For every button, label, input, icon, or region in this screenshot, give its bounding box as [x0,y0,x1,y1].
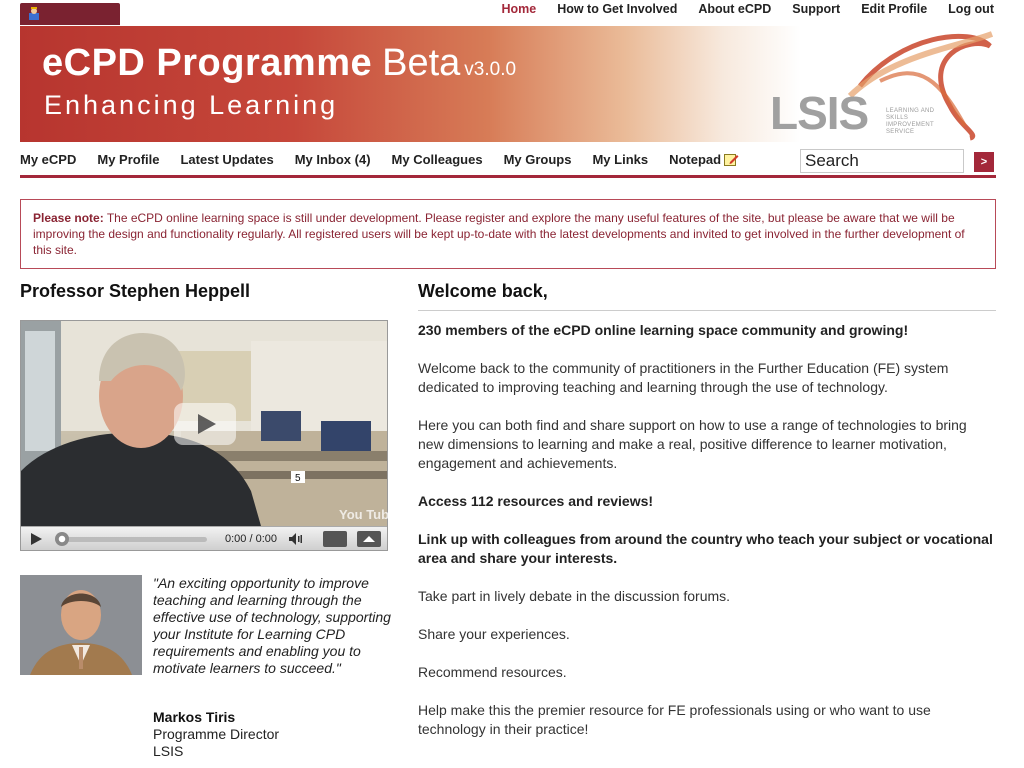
notice-label: Please note: [33,211,104,225]
search-button[interactable]: > [974,152,994,172]
testimonial-quote: "An exciting opportunity to improve teaching and learning through the effective use of technology, supporting your Institute for Learning CPD requirements and enabling you to motivate learners to succeed." [153,575,391,676]
youtube-watermark: You Tube [339,507,397,522]
welcome-divider [418,310,996,311]
video-player[interactable] [20,320,397,551]
premier-paragraph: Help make this the premier resource for FE professionals using or who want to use technology in their practice! [418,702,931,737]
nav-my-groups[interactable]: My Groups [503,152,572,167]
volume-icon[interactable] [289,533,303,545]
testimonial-role-title: Programme Director [153,726,280,742]
banner-title-bold: eCPD Programme [42,42,373,84]
testimonial-role [153,726,279,760]
video-fullscreen-button[interactable] [357,531,381,547]
video-progress-track[interactable] [57,537,207,542]
nav-my-inbox[interactable]: My Inbox (4) [294,152,371,167]
colleagues-paragraph: Link up with colleagues from around the country who teach your subject or vocational area and share your interests. [418,531,993,566]
support-paragraph: Here you can both find and share support on how to use a range of technologies to bring new dimensions to learning and make a real, positive difference to learner motivation, engagement and achievements. [418,417,967,471]
video-progress-knob[interactable] [55,532,69,546]
video-controls [21,526,387,550]
lsis-tagline: LEARNING AND SKILLS IMPROVEMENT SERVICE [886,108,935,135]
recommend-paragraph: Recommend resources. [418,664,567,680]
user-tab[interactable] [20,3,120,25]
resources-count: Access 112 resources and reviews! [418,493,654,509]
testimonial-org: LSIS [153,743,184,759]
banner-version: v3.0.0 [464,59,517,80]
banner-subtitle: Enhancing Learning [44,90,339,120]
forums-paragraph: Take part in lively debate in the discussion forums. [418,588,731,604]
banner-title [42,42,516,85]
lsis-logo: LSIS [770,87,869,139]
top-links [501,2,994,16]
nav-my-colleagues[interactable]: My Colleagues [391,152,483,167]
video-time: 0:00 / 0:00 [225,533,277,545]
intro-paragraph: Welcome back to the community of practitioners in the Further Education (FE) system dedicated to improving teaching and learning through the use of technology. [418,360,949,395]
top-link-edit-profile[interactable]: Edit Profile [861,2,928,16]
nav-latest-updates[interactable]: Latest Updates [180,152,274,167]
play-icon[interactable] [31,533,42,545]
notice-box [20,199,996,269]
share-paragraph: Share your experiences. [418,626,570,642]
video-heading: Professor Stephen Heppell [20,281,251,301]
nav-notepad[interactable] [669,152,739,167]
nav-my-ecpd[interactable]: My eCPD [20,152,77,167]
search-input[interactable] [800,149,964,173]
video-still [21,321,397,526]
video-size-button[interactable] [323,531,347,547]
top-link-log-out[interactable]: Log out [948,2,994,16]
fullscreen-icon [357,531,381,547]
notepad-icon [724,153,739,166]
author-photo [20,575,142,675]
main-nav [20,146,996,178]
video-frame[interactable] [21,321,397,526]
top-link-support[interactable]: Support [792,2,841,16]
notice-text: The eCPD online learning space is still under development. Please register and explore the many useful features of the site, but please be aware that we will be improving the design and functionality regularly. All registered users will be kept up-to-date with the latest developments and invited to get involved in the further development of this site. [33,211,965,257]
site-banner [20,26,996,142]
nav-my-links[interactable]: My Links [592,152,649,167]
top-link-how-to-get-involved[interactable]: How to Get Involved [557,2,678,16]
nav-my-profile[interactable]: My Profile [97,152,160,167]
welcome-heading: Welcome back, [418,281,548,301]
user-icon [28,7,40,20]
top-link-home[interactable]: Home [501,2,537,16]
testimonial-author: Markos Tiris [153,709,236,725]
banner-title-beta: Beta [382,42,461,84]
top-link-about-ecpd[interactable]: About eCPD [698,2,772,16]
top-bar [0,0,1024,22]
members-count: 230 members of the eCPD online learning space community and growing! [418,322,909,338]
video-card-number: 5 [295,473,301,484]
nav-notepad-label: Notepad [669,152,722,167]
